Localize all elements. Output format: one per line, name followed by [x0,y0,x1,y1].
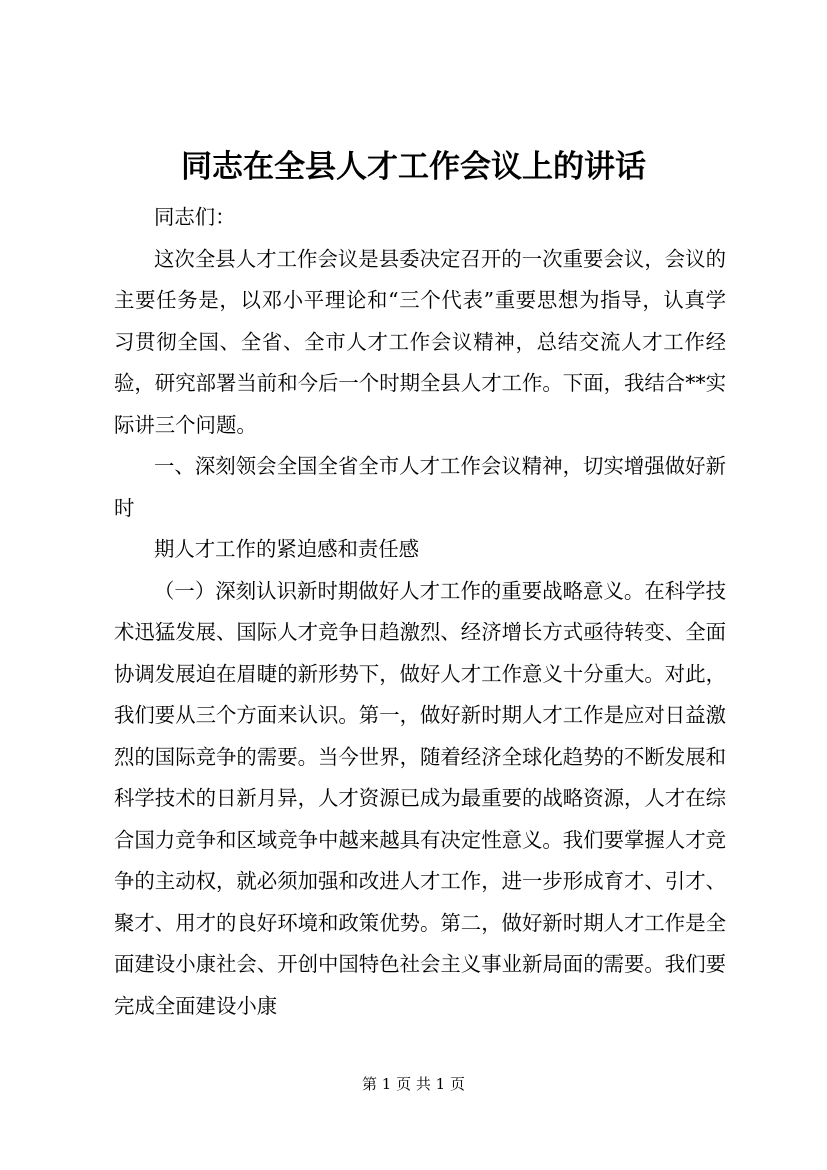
page-footer: 第 1 页 共 1 页 [362,1075,465,1093]
salutation: 同志们： [154,205,236,229]
document-title: 同志在全县人才工作会议上的讲话 [181,149,646,185]
document-body [114,197,726,1027]
paragraph-subsection-1: （一）深刻认识新时期做好人才工作的重要战略意义。在科学技术迅猛发展、国际人才竞争日趋激烈、经济增长方式亟待转变、全面协调发展迫在眉睫的新形势下，做好人才工作意义十分重大。对此，我们要从三个方面来认识。第一，做好新时期人才工作是应对日益激烈的国际竞争的需要。当今世界，随着经济全球化趋势的不断发展和科学技术的日新月异，人才资源已成为最重要的战略资源，人才在综合国力竞争和区域竞争中越来越具有决定性意义。我们要掌握人才竞争的主动权，就必须加强和改进人才工作，进一步形成育才、引才、聚才、用才的良好环境和政策优势。第二，做好新时期人才工作是全面建设小康社会、开创中国特色社会主义事业新局面的需要。我们要完成全面建设小康 [114,578,726,1018]
section-heading-1-continued: 期人才工作的紧迫感和责任感 [154,537,420,561]
paragraph-intro: 这次全县人才工作会议是县委决定召开的一次重要会议，会议的主要任务是，以邓小平理论和“三个代表”重要思想为指导，认真学习贯彻全国、全省、全市人才工作会议精神，总结交流人才工作经验，研究部署当前和今后一个时期全县人才工作。下面，我结合**实际讲三个问题。 [114,246,726,437]
section-heading-1: 一、深刻领会全国全省全市人才工作会议精神，切实增强做好新时 [114,454,726,520]
